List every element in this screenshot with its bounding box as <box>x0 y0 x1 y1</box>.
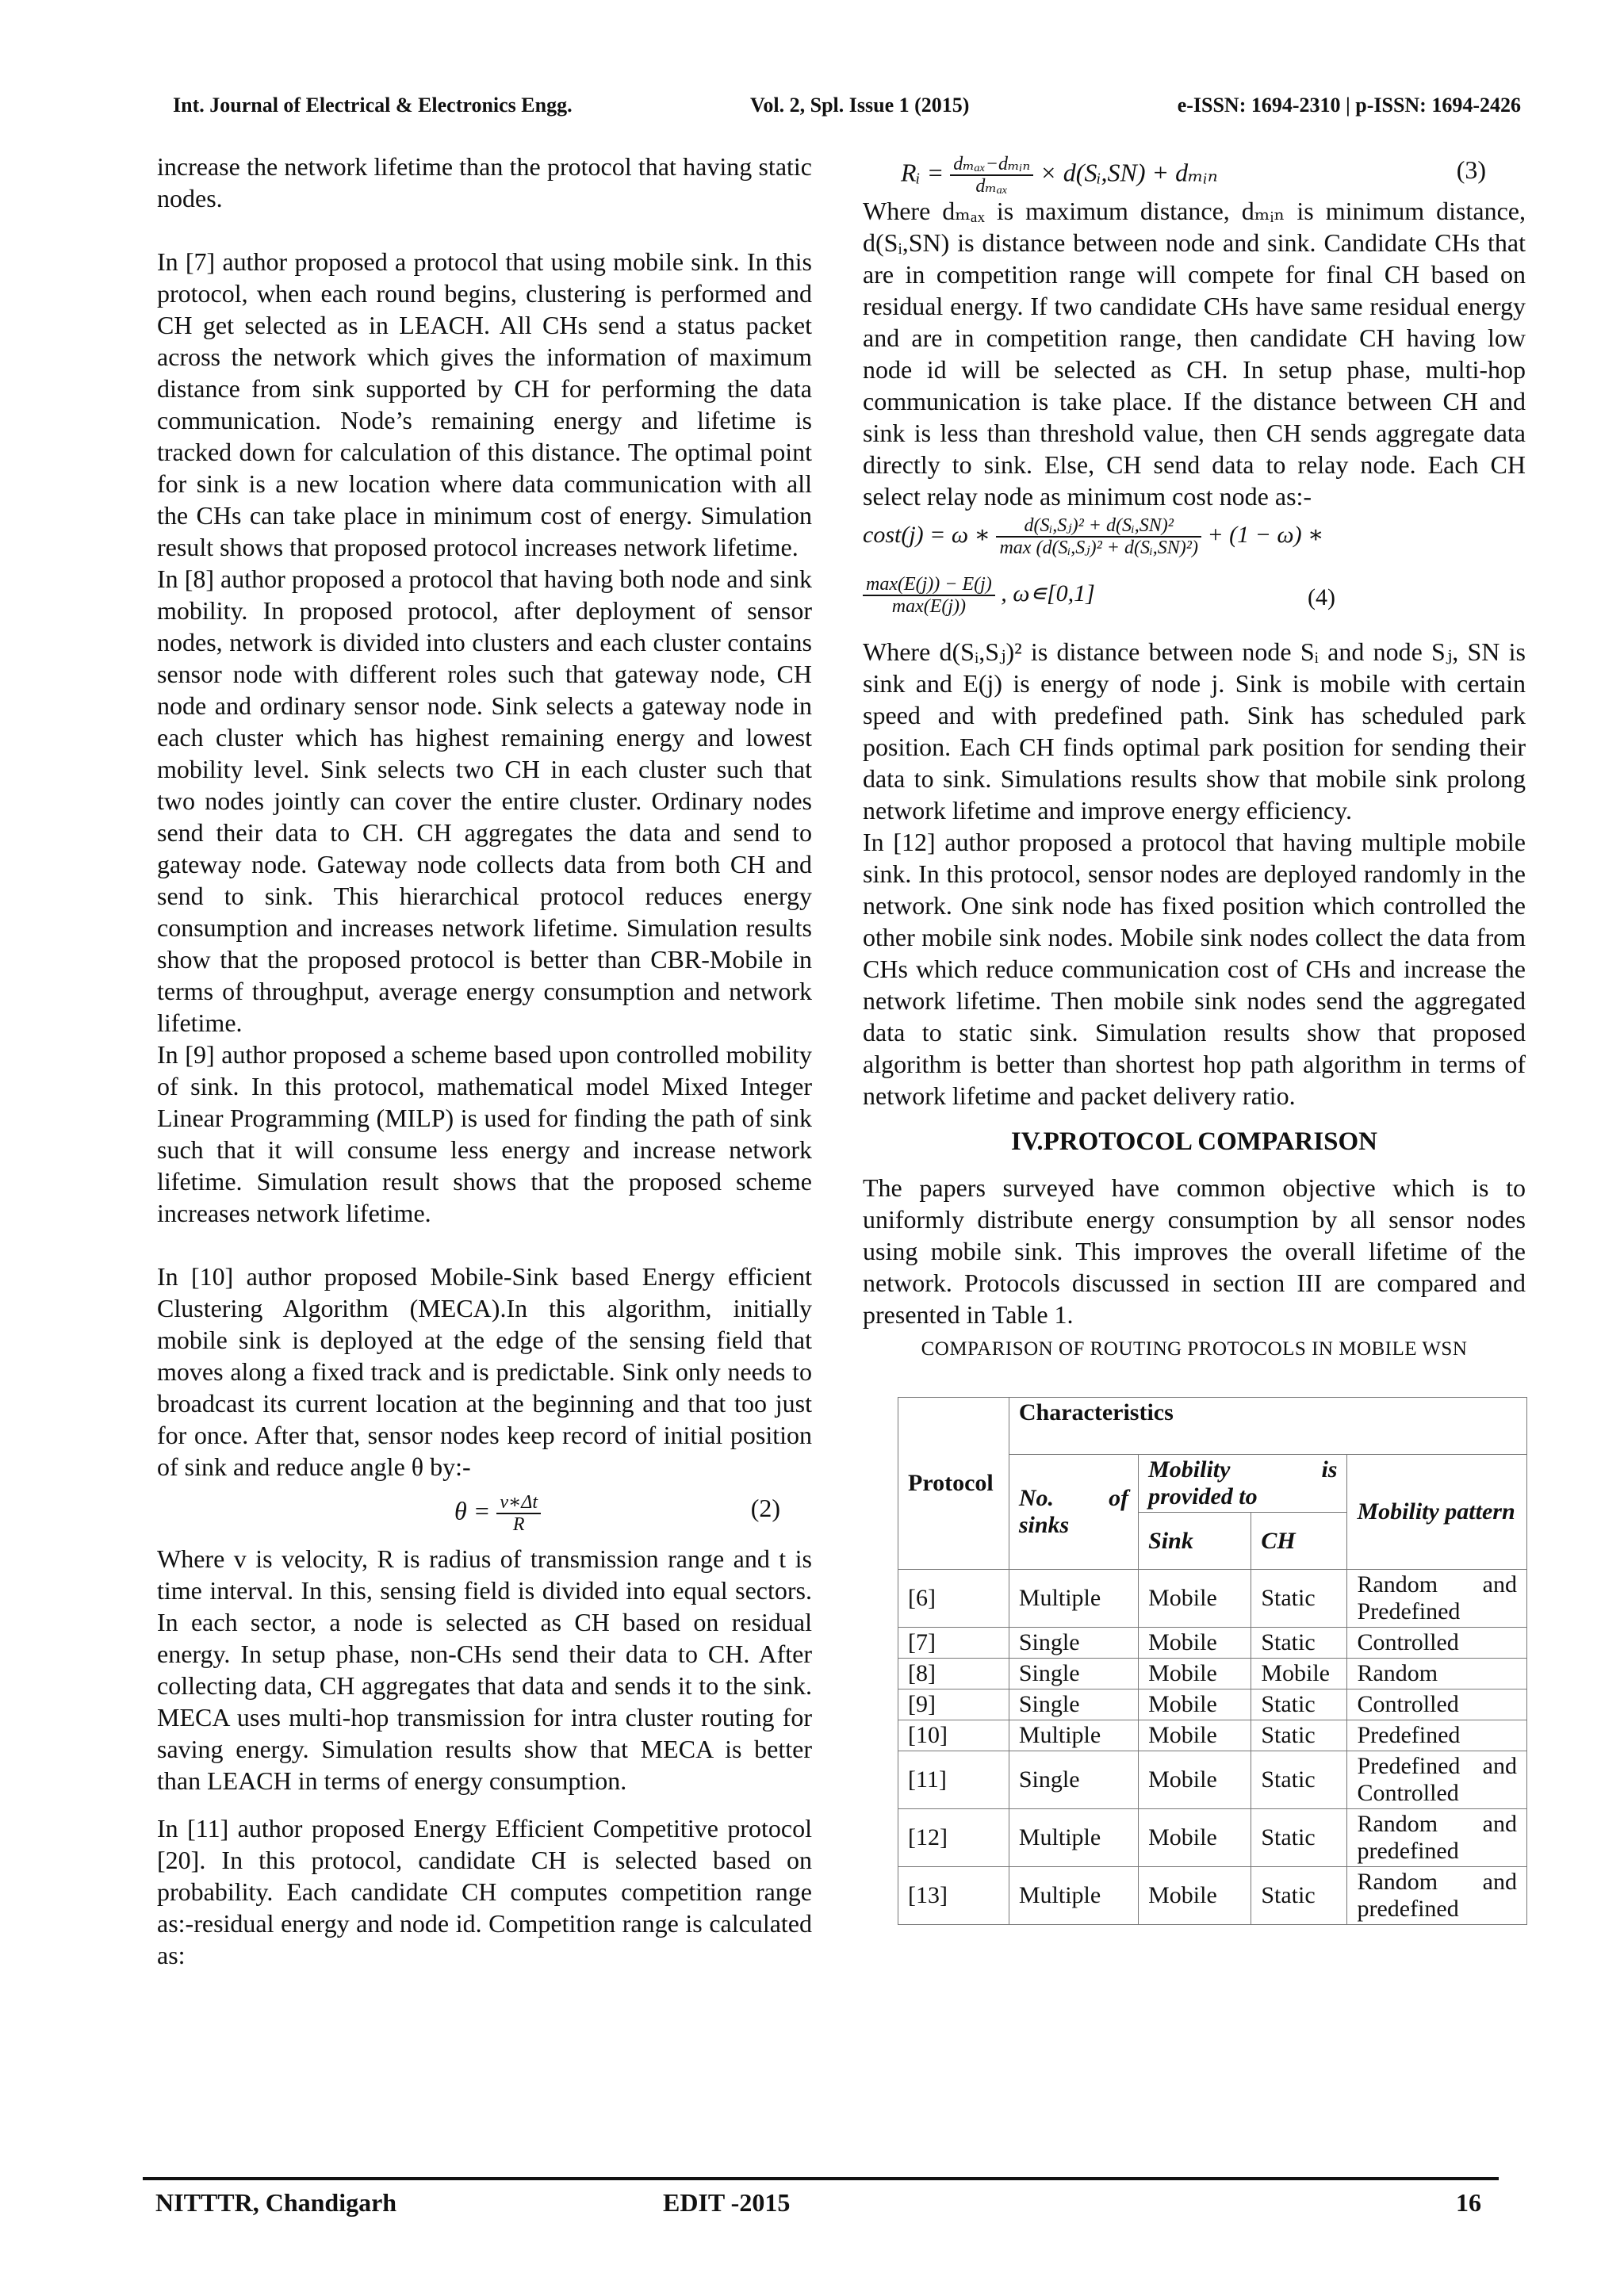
cell-mobility-pattern: Random <box>1347 1659 1527 1689</box>
equation-denominator-2: max(E(j)) <box>891 596 967 617</box>
comparison-table <box>898 1397 1527 1925</box>
page-number: 16 <box>1456 2188 1481 2217</box>
header-ch: CH <box>1261 1527 1296 1554</box>
journal-name: Int. Journal of Electrical & Electronics Engg. <box>173 94 573 117</box>
cell-ch-mobility: Static <box>1251 1689 1347 1720</box>
cell-sink-mobility: Mobile <box>1139 1570 1251 1628</box>
table-row <box>898 1659 1527 1689</box>
equation-number: (3) <box>1456 155 1486 184</box>
section-heading: IV.PROTOCOL COMPARISON <box>1010 1127 1378 1156</box>
equation-numerator: dₘₐₓ−dₘᵢₙ <box>950 154 1033 176</box>
cell-no-of-sinks: Multiple <box>1009 1867 1138 1925</box>
equation-3 <box>863 151 1526 195</box>
table-caption: COMPARISON OF ROUTING PROTOCOLS IN MOBILE WSN <box>921 1338 1468 1360</box>
header-mobility-provided: Mobility is provided to <box>1148 1456 1338 1510</box>
cell-protocol-ref: [12] <box>898 1809 1009 1867</box>
cell-no-of-sinks: Single <box>1009 1689 1138 1720</box>
table-row <box>898 1628 1527 1659</box>
paragraph: Where v is velocity, R is radius of transmission range and t is time interval. In this, sensing field is divided into equal sectors. In each sector, a node is selected as CH based on residual energy. In setup phase, non-CHs send their data to CH. After collecting data, CH aggregates that data and sends it to the sink. MECA uses multi-hop transmission for intra cluster routing for saving energy. Simulation results show that MECA is better than LEACH in terms of energy consumption. <box>157 1544 812 1795</box>
paragraph: In [9] author proposed a scheme based upon controlled mobility of sink. In this protocol, mathematical model Mixed Integer Linear Programming (MILP) is used for finding the path of sink such that it will consume less energy and increase network lifetime. Simulation result shows that the proposed scheme increases network lifetime. <box>157 1040 812 1227</box>
equation-number: (2) <box>750 1494 780 1522</box>
cell-ch-mobility: Static <box>1251 1751 1347 1809</box>
cell-protocol-ref: [10] <box>898 1720 1009 1751</box>
equation-denominator: max (d(Sᵢ,Sⱼ)² + d(Sᵢ,SN)²) <box>999 538 1198 558</box>
paragraph: Where d(Sᵢ,Sⱼ)² is distance between node Sᵢ and node Sⱼ, SN is sink and E(j) is energy of node j. Sink is mobile with certain speed and with predefined path. Sink has scheduled park position. Each CH finds optimal park position for sending their data to sink. Simulations results show that mobile sink prolong network lifetime and improve energy efficiency. <box>863 637 1526 825</box>
cell-no-of-sinks: Multiple <box>1009 1720 1138 1751</box>
header-characteristics: Characteristics <box>1009 1398 1526 1455</box>
paragraph: The papers surveyed have common objective which is to uniformly distribute energy consumption by all sensor nodes using mobile sink. This improves the overall lifetime of the network. Protocols discussed in section III are compared and presented in Table 1. <box>863 1173 1526 1329</box>
cell-protocol-ref: [11] <box>898 1751 1009 1809</box>
paragraph: In [7] author proposed a protocol that using mobile sink. In this protocol, when each round begins, clustering is performed and CH get selected as in LEACH. All CHs send a status packet across the network which gives the information of maximum distance from sink supported by CH for performing the data communication. Node’s remaining energy and lifetime is tracked down for calculation of this distance. The optimal point for sink is a new location where data communication with all the CHs can take place in minimum cost of energy. Simulation result shows that proposed protocol increases network lifetime. <box>157 247 812 561</box>
cell-protocol-ref: [8] <box>898 1659 1009 1689</box>
left-column <box>157 151 812 1971</box>
cell-ch-mobility: Static <box>1251 1628 1347 1659</box>
cell-no-of-sinks: Single <box>1009 1659 1138 1689</box>
table-row <box>898 1720 1527 1751</box>
cell-sink-mobility: Mobile <box>1139 1659 1251 1689</box>
event-name: EDIT -2015 <box>663 2188 791 2217</box>
equation-4 <box>863 512 1526 623</box>
cell-protocol-ref: [13] <box>898 1867 1009 1925</box>
cell-protocol-ref: [7] <box>898 1628 1009 1659</box>
equation-denominator: R <box>512 1514 525 1535</box>
paragraph: increase the network lifetime than the protocol that having static nodes. <box>157 152 812 212</box>
right-column <box>863 151 1526 1925</box>
issn-info: e-ISSN: 1694-2310 | p-ISSN: 1694-2426 <box>1177 94 1521 117</box>
cell-sink-mobility: Mobile <box>1139 1689 1251 1720</box>
cell-mobility-pattern: Random and Predefined <box>1347 1570 1527 1628</box>
page-footer <box>155 2188 1481 2220</box>
equation-number: (4) <box>1308 584 1335 610</box>
cell-sink-mobility: Mobile <box>1139 1720 1251 1751</box>
cell-mobility-pattern: Controlled <box>1347 1628 1527 1659</box>
paragraph: In [12] author proposed a protocol that having multiple mobile sink. In this protocol, sensor nodes are deployed randomly in the network. One sink node has fixed position which controlled the other mobile sink nodes. Mobile sink nodes collect the data from CHs which reduce communication cost of CHs and increase the network lifetime. Then mobile sink nodes send the aggregated data to static sink. Simulation results show that proposed algorithm is better than shortest hop path algorithm in terms of network lifetime and packet delivery ratio. <box>863 828 1526 1110</box>
paragraph: In [10] author proposed Mobile-Sink based Energy efficient Clustering Algorithm (MECA).In this algorithm, initially mobile sink is deployed at the edge of the sensing field that moves along a fixed track and is predictable. Sink only needs to broadcast its current location at the beginning and that too just for once. After that, sensor nodes keep record of initial position of sink and reduce angle θ by:- <box>157 1262 812 1481</box>
cell-mobility-pattern: Predefined <box>1347 1720 1527 1751</box>
cell-no-of-sinks: Single <box>1009 1751 1138 1809</box>
cell-protocol-ref: [9] <box>898 1689 1009 1720</box>
volume-info: Vol. 2, Spl. Issue 1 (2015) <box>750 94 970 117</box>
cell-protocol-ref: [6] <box>898 1570 1009 1628</box>
equation-numerator: d(Sᵢ,Sⱼ)² + d(Sᵢ,SN)² <box>996 515 1201 538</box>
cell-mobility-pattern: Random and predefined <box>1347 1867 1527 1925</box>
cell-ch-mobility: Static <box>1251 1570 1347 1628</box>
institute-name: NITTTR, Chandigarh <box>155 2188 397 2217</box>
cell-no-of-sinks: Multiple <box>1009 1809 1138 1867</box>
paragraph: Where dₘₐₓ is maximum distance, dₘᵢₙ is minimum distance, d(Sᵢ,SN) is distance between node and sink. Candidate CHs that are in competition range will compete for final CH based on residual energy. If two candidate CHs have same residual energy and are in competition range, then candidate CH having low node id will be selected as CH. In setup phase, multi-hop communication is take place. If the distance between CH and sink is less than threshold value, then CH sends aggregate data directly to sink. Else, CH send data to relay node. Each CH select relay node as minimum cost node as:- <box>863 197 1526 511</box>
table-row <box>898 1751 1527 1809</box>
cell-no-of-sinks: Single <box>1009 1628 1138 1659</box>
paragraph: In [8] author proposed a protocol that having both node and sink mobility. In proposed protocol, after deployment of sensor nodes, network is divided into clusters and each cluster contains sensor node with different roles such that gateway node, CH node and ordinary sensor node. Sink selects a gateway node in each cluster which has highest remaining energy and lowest mobility level. Sink selects two CH in each cluster such that two nodes jointly can cover the entire cluster. Ordinary nodes send their data to CH. CH aggregates the data and send to gateway node. Gateway node collects data from both CH and send to sink. This hierarchical protocol reduces energy consumption and increases network lifetime. Simulation results show that the proposed protocol is better than CBR-Mobile in terms of throughput, average energy consumption and network lifetime. <box>157 564 812 1037</box>
table-row <box>898 1689 1527 1720</box>
table-row <box>898 1809 1527 1867</box>
cell-sink-mobility: Mobile <box>1139 1867 1251 1925</box>
header-protocol: Protocol <box>898 1398 1009 1570</box>
equation-rhs: + (1 − ω) ∗ <box>1207 521 1324 548</box>
equation-lhs: Rᵢ = <box>901 158 944 187</box>
footer-divider <box>143 2177 1499 2180</box>
equation-denominator: dₘₐₓ <box>975 176 1008 197</box>
header-mobility-pattern: Mobility pattern <box>1357 1498 1515 1525</box>
page-header <box>173 94 1521 125</box>
equation-2 <box>157 1483 812 1543</box>
table-row <box>898 1867 1527 1925</box>
cell-ch-mobility: Static <box>1251 1720 1347 1751</box>
header-no-of-sinks: No. of sinks <box>1018 1485 1129 1538</box>
cell-ch-mobility: Static <box>1251 1867 1347 1925</box>
equation-tail: , ω∊[0,1] <box>1001 580 1095 607</box>
cell-sink-mobility: Mobile <box>1139 1628 1251 1659</box>
cell-mobility-pattern: Random and predefined <box>1347 1809 1527 1867</box>
table-row <box>898 1570 1527 1628</box>
equation-numerator: v∗Δt <box>496 1492 541 1514</box>
cell-mobility-pattern: Predefined and Controlled <box>1347 1751 1527 1809</box>
paragraph: In [11] author proposed Energy Efficient Competitive protocol [20]. In this protocol, candidate CH is selected based on probability. Each candidate CH computes competition range as:-residual energy and node id. Competition range is calculated as: <box>157 1814 812 1969</box>
cell-no-of-sinks: Multiple <box>1009 1570 1138 1628</box>
cell-sink-mobility: Mobile <box>1139 1751 1251 1809</box>
equation-lhs: θ = <box>454 1496 491 1525</box>
equation-rhs: × d(Sᵢ,SN) + dₘᵢₙ <box>1040 158 1218 187</box>
header-sink: Sink <box>1148 1527 1193 1554</box>
cell-mobility-pattern: Controlled <box>1347 1689 1527 1720</box>
cell-ch-mobility: Mobile <box>1251 1659 1347 1689</box>
cell-ch-mobility: Static <box>1251 1809 1347 1867</box>
equation-lhs: cost(j) = ω ∗ <box>863 521 990 548</box>
equation-numerator-2: max(E(j)) − E(j) <box>863 574 995 596</box>
cell-sink-mobility: Mobile <box>1139 1809 1251 1867</box>
